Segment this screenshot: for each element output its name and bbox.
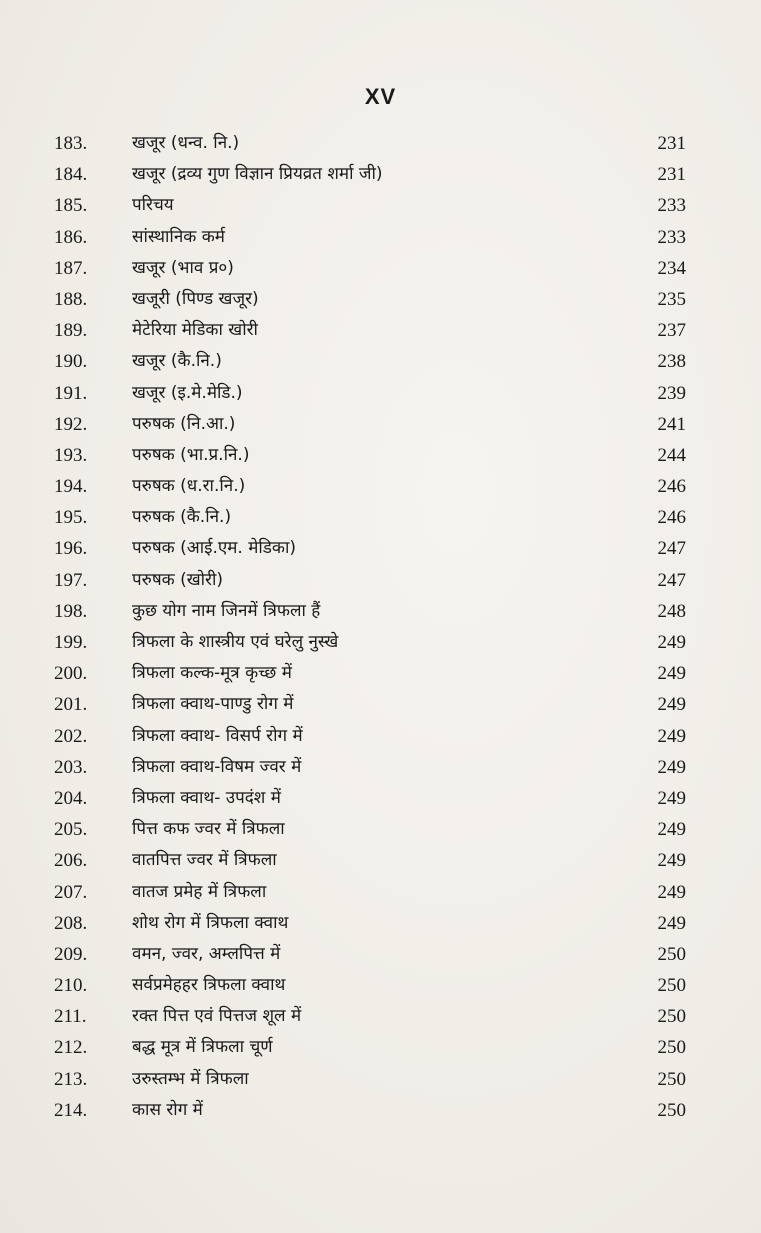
entry-page-number: 249 — [657, 663, 686, 685]
entry-title: सांस्थानिक कर्म — [132, 226, 225, 247]
entry-number: 203. — [54, 756, 88, 778]
toc-entry — [54, 658, 694, 689]
entry-number: 185. — [54, 195, 88, 217]
entry-number: 195. — [54, 507, 88, 529]
entry-number: 187. — [54, 257, 88, 279]
entry-page-number: 237 — [657, 320, 686, 342]
toc-entry — [54, 627, 694, 658]
entry-page-number: 249 — [657, 725, 686, 747]
entry-page-number: 250 — [657, 1006, 686, 1028]
toc-entry — [54, 565, 694, 596]
entry-title: रक्त पित्त एवं पित्तज शूल में — [132, 1006, 302, 1027]
entry-page-number: 249 — [657, 632, 686, 653]
entry-page-number: 249 — [657, 850, 686, 872]
toc-entry — [54, 346, 694, 377]
toc-entry — [54, 253, 694, 284]
toc-entry — [54, 1001, 694, 1032]
toc-entry — [54, 128, 694, 159]
entry-number: 191. — [54, 382, 88, 404]
entry-number: 210. — [54, 975, 88, 997]
entry-page-number: 249 — [657, 881, 686, 903]
toc-entry — [54, 845, 694, 876]
entry-page-number: 244 — [657, 444, 686, 466]
toc-entry — [54, 596, 694, 627]
entry-title: त्रिफला क्वाथ-पाण्डु रोग में — [132, 694, 294, 715]
entry-page-number: 248 — [657, 600, 686, 622]
toc-entry — [54, 721, 694, 752]
entry-title: परुषक (खोरी) — [132, 569, 224, 590]
toc-entry — [54, 378, 694, 409]
toc-entry — [54, 471, 694, 502]
entry-page-number: 233 — [657, 195, 686, 217]
toc-entry — [54, 783, 694, 814]
toc-entry — [54, 533, 694, 564]
entry-page-number: 246 — [657, 507, 686, 529]
entry-number: 192. — [54, 413, 88, 435]
entry-title: त्रिफला कल्क-मूत्र कृच्छ में — [132, 663, 292, 684]
toc-entry — [54, 1095, 694, 1126]
entry-page-number: 249 — [657, 756, 686, 778]
entry-title: त्रिफला क्वाथ-विषम ज्वर में — [132, 756, 302, 777]
entry-title: वमन, ज्वर, अम्लपित्त में — [132, 943, 281, 964]
entry-number: 188. — [54, 288, 88, 310]
entry-number: 201. — [54, 694, 88, 716]
entry-title: वातज प्रमेह में त्रिफला — [132, 881, 267, 902]
page-number-roman: XV — [364, 84, 397, 109]
entry-title: परुषक (नि.आ.) — [132, 413, 236, 434]
entry-title: शोथ रोग में त्रिफला क्वाथ — [132, 912, 289, 933]
entry-number: 207. — [54, 881, 88, 903]
entry-page-number: 235 — [657, 288, 686, 310]
entry-title: कुछ योग नाम जिनमें त्रिफला हैं — [132, 600, 321, 621]
entry-number: 211. — [54, 1006, 87, 1028]
toc-entry — [54, 1032, 694, 1063]
entry-title: परुषक (ध.रा.नि.) — [132, 476, 246, 497]
entry-page-number: 250 — [657, 943, 686, 965]
toc-entry — [54, 877, 694, 908]
entry-page-number: 233 — [657, 226, 686, 248]
toc-entry — [54, 440, 694, 471]
toc-entry — [54, 689, 694, 720]
entry-number: 197. — [54, 569, 88, 591]
entry-number: 199. — [54, 632, 88, 653]
toc-entry — [54, 908, 694, 939]
entry-number: 189. — [54, 320, 88, 342]
entry-title: उरुस्तम्भ में त्रिफला — [132, 1068, 249, 1089]
entry-number: 205. — [54, 819, 88, 841]
entry-title: त्रिफला क्वाथ- विसर्प रोग में — [132, 725, 303, 746]
entry-page-number: 234 — [657, 257, 686, 279]
entry-page-number: 249 — [657, 912, 686, 934]
entry-page-number: 250 — [657, 1068, 686, 1090]
toc-entry — [54, 190, 694, 221]
entry-title: परुषक (आई.एम. मेडिका) — [132, 538, 296, 559]
entry-title: खजूर (कै.नि.) — [132, 351, 222, 372]
toc-entry — [54, 159, 694, 190]
entry-title: खजूरी (पिण्ड खजूर) — [132, 288, 259, 309]
entry-number: 196. — [54, 538, 88, 560]
toc-entry — [54, 970, 694, 1001]
entry-page-number: 231 — [657, 164, 686, 186]
entry-number: 184. — [54, 164, 88, 186]
entry-number: 212. — [54, 1037, 88, 1059]
entry-page-number: 250 — [657, 1099, 686, 1121]
entry-title: खजूर (भाव प्र०) — [132, 257, 234, 278]
entry-title: कास रोग में — [132, 1099, 203, 1120]
entry-page-number: 239 — [657, 382, 686, 404]
entry-page-number: 249 — [657, 694, 686, 716]
entry-number: 200. — [54, 663, 88, 685]
entry-title: त्रिफला क्वाथ- उपदंश में — [132, 787, 281, 808]
entry-page-number: 250 — [657, 975, 686, 997]
entry-page-number: 247 — [657, 538, 686, 560]
entry-title: पित्त कफ ज्वर में त्रिफला — [132, 819, 285, 840]
toc-entry — [54, 409, 694, 440]
entry-page-number: 241 — [657, 413, 686, 435]
entry-number: 183. — [54, 133, 88, 154]
entry-number: 204. — [54, 787, 88, 809]
entry-number: 194. — [54, 476, 88, 498]
entry-number: 214. — [54, 1099, 88, 1121]
entry-title: सर्वप्रमेहहर त्रिफला क्वाथ — [132, 975, 286, 996]
entry-title: मेटेरिया मेडिका खोरी — [132, 320, 258, 341]
toc-entry — [54, 814, 694, 845]
entry-title: वातपित्त ज्वर में त्रिफला — [132, 850, 277, 871]
entry-number: 208. — [54, 912, 88, 934]
entry-page-number: 231 — [657, 133, 686, 154]
entry-page-number: 246 — [657, 476, 686, 498]
entry-title: परिचय — [132, 195, 174, 216]
toc-entry — [54, 939, 694, 970]
entry-number: 193. — [54, 444, 88, 466]
entry-number: 198. — [54, 600, 88, 622]
entry-page-number: 247 — [657, 569, 686, 591]
entry-title: परुषक (कै.नि.) — [132, 507, 232, 528]
entry-page-number: 249 — [657, 787, 686, 809]
toc-entry — [54, 1064, 694, 1095]
entry-number: 186. — [54, 226, 88, 248]
toc-entry — [54, 315, 694, 346]
toc-entry — [54, 222, 694, 253]
entry-page-number: 238 — [657, 351, 686, 373]
entry-number: 190. — [54, 351, 88, 373]
entry-title: परुषक (भा.प्र.नि.) — [132, 444, 250, 465]
toc-entry — [54, 502, 694, 533]
entry-number: 209. — [54, 943, 88, 965]
entry-number: 202. — [54, 725, 88, 747]
entry-number: 213. — [54, 1068, 88, 1090]
entry-number: 206. — [54, 850, 88, 872]
entry-title: बद्ध मूत्र में त्रिफला चूर्ण — [132, 1037, 273, 1058]
entry-title: खजूर (धन्व. नि.) — [132, 133, 240, 153]
entry-title: खजूर (इ.मे.मेडि.) — [132, 382, 243, 403]
entry-page-number: 250 — [657, 1037, 686, 1059]
toc-entry — [54, 284, 694, 315]
entry-title: त्रिफला के शास्त्रीय एवं घरेलु नुस्खे — [132, 632, 339, 652]
entry-title: खजूर (द्रव्य गुण विज्ञान प्रियव्रत शर्मा जी) — [132, 164, 383, 185]
table-of-contents — [54, 128, 694, 1126]
entry-page-number: 249 — [657, 819, 686, 841]
toc-entry — [54, 752, 694, 783]
